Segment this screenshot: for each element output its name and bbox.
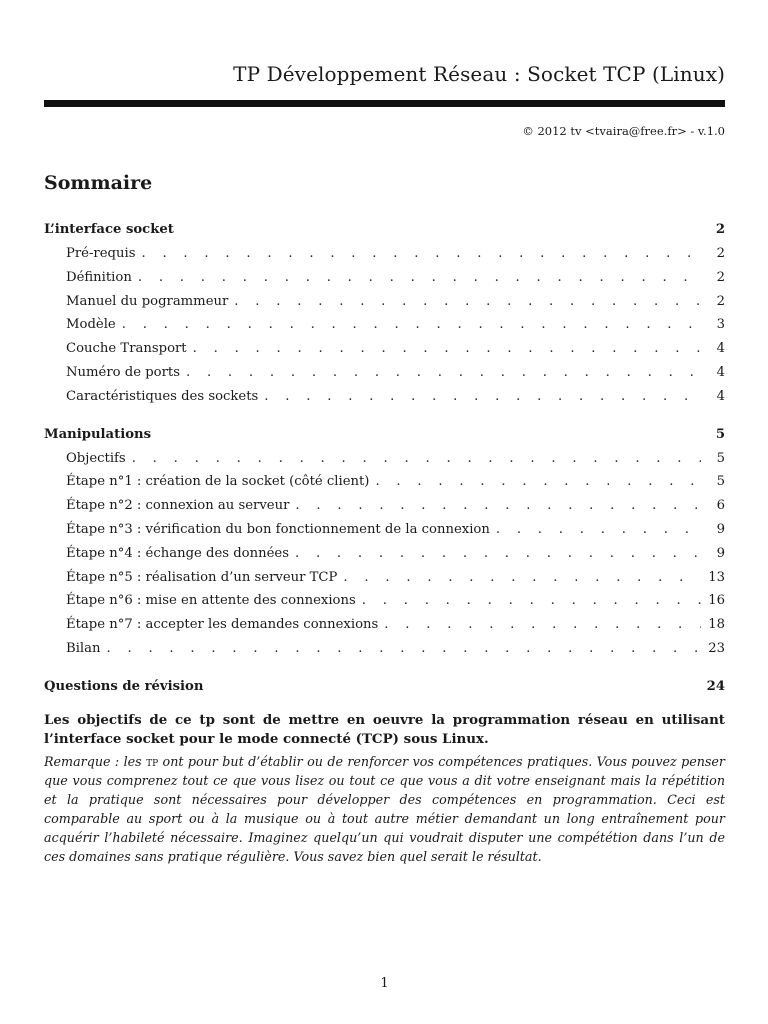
toc-entry-link[interactable] <box>44 518 725 542</box>
toc-section-page: 2 <box>715 222 725 237</box>
toc-section-link[interactable] <box>44 675 725 699</box>
toc-entry-link[interactable] <box>44 613 725 637</box>
toc-entry-page: 6 <box>716 498 725 514</box>
toc-entry-link[interactable] <box>44 494 725 518</box>
toc-entry-page: 23 <box>708 640 725 656</box>
toc-section-group <box>44 423 725 661</box>
toc-entry-label: Étape n°7 : accepter les demandes connexions <box>66 617 379 633</box>
toc-section-page: 5 <box>715 426 725 442</box>
title-rule <box>44 100 725 107</box>
toc-entry-link[interactable] <box>44 637 725 661</box>
toc-entry-page: 16 <box>708 593 725 609</box>
toc-section-title: L’interface socket <box>44 222 174 237</box>
toc-dot-leader <box>106 637 701 661</box>
toc-entry-link[interactable] <box>44 542 725 566</box>
toc-entry-page: 2 <box>716 293 725 309</box>
toc-entry-page: 2 <box>716 269 725 285</box>
document-title: TP Développement Réseau : Socket TCP (Linux) <box>233 62 725 86</box>
toc-dot-leader <box>193 337 701 361</box>
toc-entry-link[interactable] <box>44 470 725 494</box>
toc-entry-link[interactable] <box>44 290 725 314</box>
toc-dot-leader <box>375 470 701 494</box>
toc-entry-link[interactable] <box>44 385 725 409</box>
remark-prefix: Remarque : les <box>44 754 147 769</box>
toc-dot-leader <box>186 361 701 385</box>
toc-dot-leader <box>138 266 701 290</box>
toc-entry-link[interactable] <box>44 266 725 290</box>
toc-dot-leader <box>362 589 701 613</box>
document-page <box>44 0 725 1024</box>
toc-entry-label: Modèle <box>66 317 116 333</box>
toc-section-link[interactable] <box>44 423 725 447</box>
toc-entry-page: 4 <box>716 341 725 357</box>
toc-entry-link[interactable] <box>44 242 725 266</box>
toc-dot-leader <box>141 242 701 266</box>
toc-entry-label: Étape n°6 : mise en attente des connexions <box>66 593 356 609</box>
toc-dot-leader <box>264 385 701 409</box>
toc-entry-page: 2 <box>716 246 725 261</box>
page-number: 1 <box>380 976 389 991</box>
remark-paragraph <box>44 752 725 866</box>
toc-entry-label: Étape n°1 : création de la socket (côté client) <box>66 474 370 490</box>
toc-entry-page: 3 <box>716 317 725 333</box>
toc-dot-leader <box>384 613 701 637</box>
toc-entry-label: Manuel du pogrammeur <box>66 293 229 309</box>
toc-entry-label: Couche Transport <box>66 341 187 357</box>
toc-dot-leader <box>122 313 701 337</box>
toc-section-title: Questions de révision <box>44 678 204 694</box>
toc-section-group <box>44 218 725 409</box>
toc-entry-label: Objectifs <box>66 450 126 466</box>
toc-dot-leader <box>295 542 701 566</box>
toc-entry-label: Étape n°2 : connexion au serveur <box>66 498 290 514</box>
toc-entry-page: 13 <box>708 569 725 585</box>
toc-dot-leader <box>132 447 701 471</box>
toc-entry-link[interactable] <box>44 589 725 613</box>
toc-entry-label: Pré-requis <box>66 246 136 261</box>
toc-entry-page: 4 <box>716 388 725 404</box>
table-of-contents <box>44 218 725 699</box>
toc-section-link[interactable] <box>44 218 725 242</box>
toc-entry-label: Étape n°4 : échange des données <box>66 545 289 561</box>
toc-entry-link[interactable] <box>44 337 725 361</box>
toc-entry-label: Bilan <box>66 640 101 656</box>
toc-entry-link[interactable] <box>44 313 725 337</box>
toc-entry-page: 5 <box>716 450 725 466</box>
toc-entry-link[interactable] <box>44 361 725 385</box>
toc-entry-label: Caractéristiques des sockets <box>66 388 259 404</box>
toc-dot-leader <box>496 518 701 542</box>
toc-section-page: 24 <box>706 678 725 694</box>
toc-entry-page: 9 <box>716 545 725 561</box>
objectives-paragraph: Les objectifs de ce tp sont de mettre en oeuvre la programmation réseau en utilisant l’interface socket pour le mode connecté (TCP) sous Linux. <box>44 712 725 747</box>
remark-tp-abbrev: tp <box>146 754 159 769</box>
remark-text: ont pour but d’établir ou de renforcer vos compétences pratiques. Vous pouvez penser que vous comprenez tout ce que vous lisez ou tout ce que vous a dit votre enseignant mais la répétition et la pratique sont nécessaires pour développer des compétences en programmation. Ceci est comparable au sport ou à la musique ou à tout autre métier demandant un long entraînement pour acquérir l’habileté nécessaire. Imaginez quelqu’un qui voudrait disputer une compététion dans l’un de ces domaines sans pratique régulière. Vous savez bien quel serait le résultat. <box>44 754 725 864</box>
toc-entry-link[interactable] <box>44 566 725 590</box>
toc-entry-label: Numéro de ports <box>66 364 180 380</box>
toc-section-group <box>44 675 725 699</box>
toc-dot-leader <box>234 290 701 314</box>
toc-dot-leader <box>295 494 701 518</box>
toc-entry-page: 18 <box>708 617 725 633</box>
toc-entry-page: 5 <box>716 474 725 490</box>
toc-entry-page: 9 <box>716 521 725 537</box>
toc-dot-leader <box>343 566 701 590</box>
toc-entry-label: Étape n°3 : vérification du bon fonctionnement de la connexion <box>66 521 490 537</box>
toc-entry-label: Étape n°5 : réalisation d’un serveur TCP <box>66 569 338 585</box>
toc-section-title: Manipulations <box>44 426 152 442</box>
toc-heading: Sommaire <box>44 172 153 194</box>
toc-entry-page: 4 <box>716 364 725 380</box>
toc-entry-label: Définition <box>66 269 132 285</box>
toc-entry-link[interactable] <box>44 447 725 471</box>
copyright-line: © 2012 tv <tvaira@free.fr> - v.1.0 <box>522 124 725 138</box>
